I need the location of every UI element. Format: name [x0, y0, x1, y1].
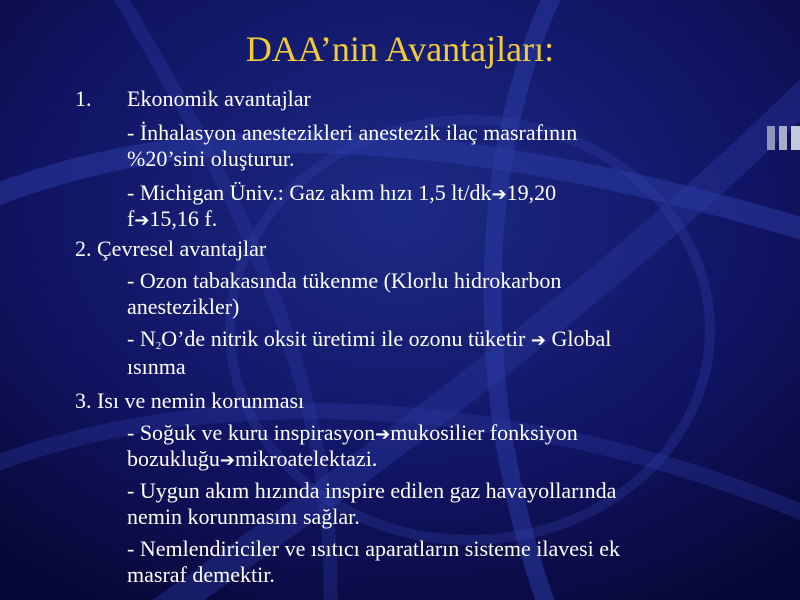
- bullet-text-part: 19,20: [506, 180, 557, 205]
- bullet-text: [127, 326, 611, 359]
- bullet-text-part: O’de nitrik oksit üretimi ile ozonu tüketir: [161, 326, 531, 351]
- section-2-heading: 2. Çevresel avantajlar: [75, 236, 267, 261]
- subscript: 2: [155, 340, 162, 352]
- arrow-right-icon: ➔: [375, 424, 391, 445]
- bullet-text-part: bozukluğu: [127, 446, 220, 471]
- bullet-text: - Uygun akım hızında inspire edilen gaz havayollarında: [127, 478, 617, 503]
- decorative-bars-icon: [767, 126, 800, 150]
- bullet-text: - Ozon tabakasında tükenme (Klorlu hidrokarbon: [127, 268, 562, 293]
- bullet-text: nemin korunmasını sağlar.: [127, 504, 360, 529]
- bullet-text: [127, 206, 217, 234]
- slide-title: DAA’nin Avantajları:: [245, 29, 555, 69]
- bullet-text-part: Global: [545, 326, 612, 351]
- arrow-right-icon: ➔: [134, 210, 150, 231]
- bullet-text: [127, 420, 578, 448]
- bullet-text: anestezikler): [127, 294, 240, 319]
- arrow-right-icon: ➔: [491, 184, 507, 205]
- bullet-text-part: - Michigan Üniv.: Gaz akım hızı 1,5 lt/dk: [127, 180, 492, 205]
- bullet-text-part: 15,16 f.: [149, 206, 218, 231]
- bullet-text: [127, 446, 377, 474]
- bullet-text: %20’sini oluşturur.: [127, 146, 295, 171]
- bullet-text-part: - N: [127, 326, 156, 351]
- arrow-right-icon: ➔: [530, 330, 546, 351]
- section-3-heading: 3. Isı ve nemin korunması: [75, 388, 305, 413]
- bullet-text: masraf demektir.: [127, 562, 275, 587]
- bullet-text: [127, 180, 556, 208]
- bullet-text: - İnhalasyon anestezikleri anestezik ilaç masrafının: [127, 120, 578, 145]
- bullet-text: - Nemlendiriciler ve ısıtıcı aparatların sisteme ilavesi ek: [127, 536, 620, 561]
- section-1-number: 1.: [75, 86, 92, 111]
- bullet-text: ısınma: [127, 354, 186, 379]
- bullet-text-part: - Soğuk ve kuru inspirasyon: [127, 420, 376, 445]
- section-1-heading: Ekonomik avantajlar: [127, 86, 311, 111]
- bullet-text-part: mikroatelektazi.: [234, 446, 378, 471]
- bullet-text-part: f: [127, 206, 135, 231]
- arrow-right-icon: ➔: [219, 450, 235, 471]
- bullet-text-part: mukosilier fonksiyon: [390, 420, 578, 445]
